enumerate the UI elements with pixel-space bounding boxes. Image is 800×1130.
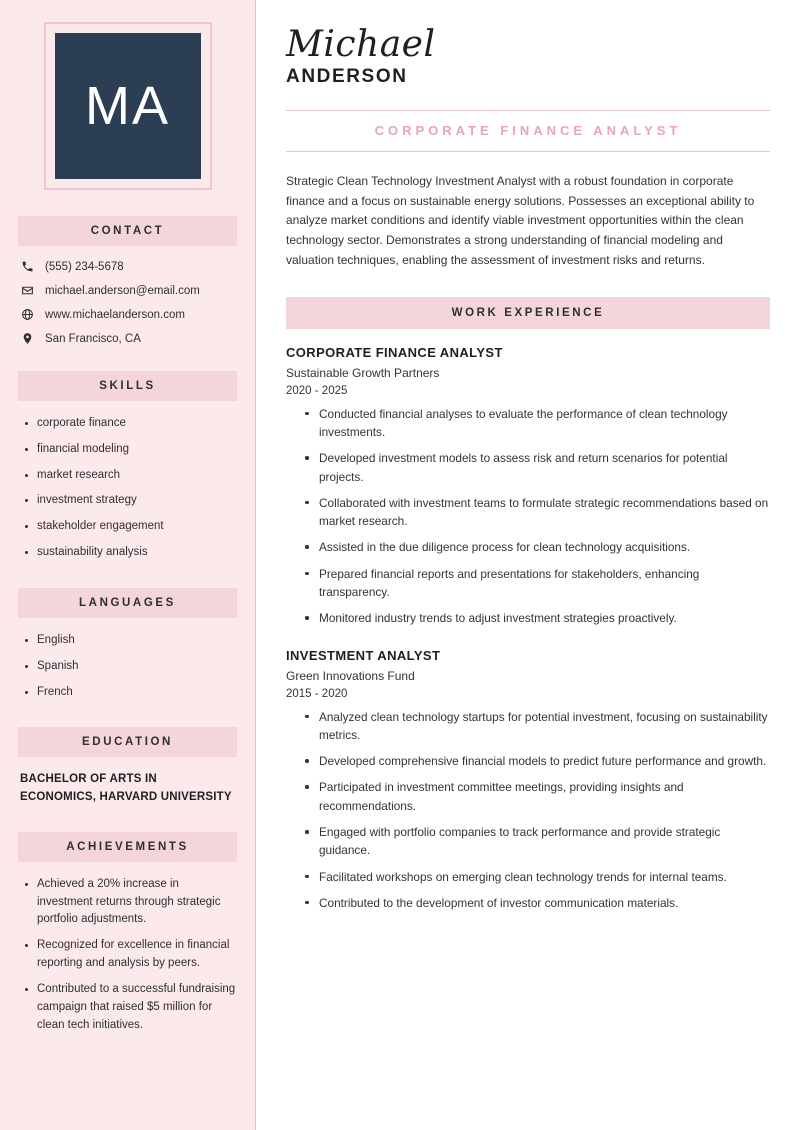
job-title: CORPORATE FINANCE ANALYST <box>286 344 503 360</box>
contact-website-text: www.michaelanderson.com <box>45 308 185 321</box>
job-title: INVESTMENT ANALYST <box>286 647 441 663</box>
list-item: corporate finance <box>24 415 237 433</box>
contact-item-email[interactable] <box>20 284 235 297</box>
contact-phone-text: (555) 234-5678 <box>45 260 124 273</box>
list-item: stakeholder engagement <box>24 518 237 536</box>
list-item: Assisted in the due diligence process for clean technology acquisitions. <box>304 538 770 556</box>
education-heading: EDUCATION <box>18 727 237 757</box>
list-item: Achieved a 20% increase in investment returns through strategic portfolio adjustments. <box>24 876 237 929</box>
list-item: Collaborated with investment teams to formulate strategic recommendations based on market research. <box>304 494 770 531</box>
skills-list <box>24 415 237 562</box>
list-item: Developed investment models to assess risk and return scenarios for potential projects. <box>304 449 770 486</box>
sidebar <box>0 0 256 1130</box>
list-item: Facilitated workshops on emerging clean technology trends for internal teams. <box>304 868 770 886</box>
languages-heading: LANGUAGES <box>18 588 237 618</box>
experience-entry-1 <box>286 345 770 628</box>
list-item: Analyzed clean technology startups for potential investment, focusing on sustainability metrics. <box>304 708 770 745</box>
skills-heading: SKILLS <box>18 371 237 401</box>
page-title <box>286 26 770 88</box>
job-dates: 2015 - 2020 <box>286 687 348 700</box>
contact-heading: CONTACT <box>18 216 237 246</box>
job-company: Green Innovations Fund <box>286 668 415 683</box>
list-item: Conducted financial analyses to evaluate the performance of clean technology investments. <box>304 405 770 442</box>
job-company: Sustainable Growth Partners <box>286 365 440 380</box>
first-name: Michael <box>286 24 436 65</box>
contact-item-website[interactable] <box>20 308 235 321</box>
education-entry: BACHELOR OF ARTS IN ECONOMICS, HARVARD UNIVERSITY <box>20 773 232 803</box>
list-item: French <box>24 684 237 702</box>
list-item: Engaged with portfolio companies to track performance and provide strategic guidance. <box>304 823 770 860</box>
list-item: English <box>24 632 237 650</box>
monogram-frame <box>44 22 212 190</box>
languages-list <box>24 632 237 701</box>
achievements-heading: ACHIEVEMENTS <box>18 832 237 862</box>
list-item: investment strategy <box>24 492 237 510</box>
globe-icon <box>20 308 35 321</box>
location-pin-icon <box>20 332 35 345</box>
list-item: Contributed to a successful fundraising campaign that raised $5 million for clean tech initiatives. <box>24 981 237 1034</box>
job-bullet-list <box>304 708 770 913</box>
contact-location-text: San Francisco, CA <box>45 332 141 345</box>
contact-email-text: michael.anderson@email.com <box>45 284 200 297</box>
job-title-band <box>286 110 770 152</box>
phone-icon <box>20 260 35 273</box>
monogram-initials: MA <box>55 33 201 179</box>
work-experience-heading: WORK EXPERIENCE <box>286 297 770 329</box>
list-item: Monitored industry trends to adjust investment strategies proactively. <box>304 609 770 627</box>
contact-item-phone[interactable] <box>20 260 235 273</box>
envelope-icon <box>20 284 35 297</box>
professional-title: CORPORATE FINANCE ANALYST <box>374 122 682 138</box>
experience-entry-2 <box>286 648 770 913</box>
list-item: Contributed to the development of investor communication materials. <box>304 894 770 912</box>
achievements-list <box>24 876 237 1035</box>
list-item: Recognized for excellence in financial reporting and analysis by peers. <box>24 937 237 973</box>
contact-item-location[interactable] <box>20 332 235 345</box>
list-item: market research <box>24 467 237 485</box>
summary-text: Strategic Clean Technology Investment Analyst with a robust foundation in corporate finance and a focus on sustainable energy solutions. Possesses an exceptional ability to analyze market conditions and identify viable investment opportunities within the clean technology sector. Demonstrates a strong understanding of financial modeling and valuation techniques, enabling the assessment of investment risks and returns. <box>286 173 755 267</box>
last-name: ANDERSON <box>286 65 408 87</box>
list-item: financial modeling <box>24 441 237 459</box>
contact-list <box>20 260 235 345</box>
list-item: Prepared financial reports and presentations for stakeholders, enhancing transparency. <box>304 565 770 602</box>
list-item: Spanish <box>24 658 237 676</box>
job-bullet-list <box>304 405 770 628</box>
job-dates: 2020 - 2025 <box>286 384 348 397</box>
list-item: Participated in investment committee meetings, providing insights and recommendations. <box>304 778 770 815</box>
main-content <box>256 0 800 1130</box>
list-item: sustainability analysis <box>24 544 237 562</box>
list-item: Developed comprehensive financial models to predict future performance and growth. <box>304 752 770 770</box>
